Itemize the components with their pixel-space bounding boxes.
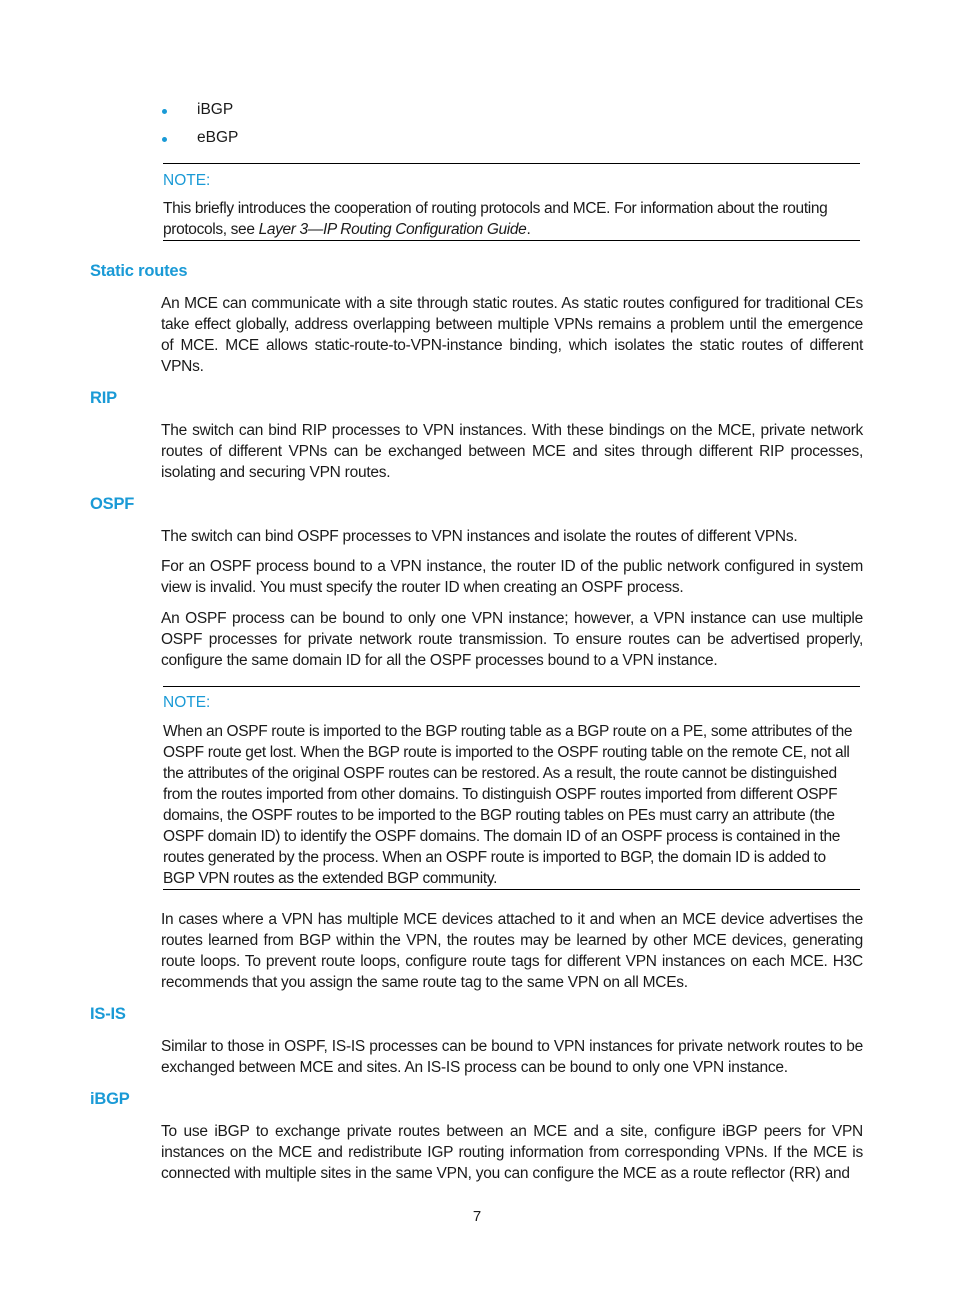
bullet-icon	[162, 137, 167, 142]
paragraph: An OSPF process can be bound to only one VPN instance; however, a VPN instance can use multiple OSPF processes for private network route transmission. To ensure routes can be advertised properly, configure the same domain ID for all the OSPF processes bound to a VPN instance.	[161, 610, 863, 669]
note-label: NOTE:	[163, 172, 211, 189]
section-heading-rip: RIP	[90, 389, 117, 407]
note-text: This briefly introduces the cooperation of routing protocols and MCE. For information about the routing protocols, see Layer 3—IP Routing Configuration Guide.	[163, 200, 828, 238]
page-number: 7	[472, 1208, 482, 1225]
paragraph: An MCE can communicate with a site through static routes. As static routes configured for traditional CEs take effect globally, address overlapping between multiple VPNs remains a problem until the emergence of MCE. MCE allows static-route-to-VPN-instance binding, which isolates the static routes of different VPNs.	[161, 295, 863, 375]
paragraph: The switch can bind OSPF processes to VPN instances and isolate the routes of different VPNs.	[161, 528, 798, 545]
note-bottom-rule	[163, 889, 860, 890]
section-heading-isis: IS-IS	[90, 1005, 126, 1023]
paragraph: The switch can bind RIP processes to VPN instances. With these bindings on the MCE, private network routes of different VPNs can be exchanged between MCE and sites through different RIP processes, isolating and securing VPN routes.	[161, 422, 863, 481]
paragraph: Similar to those in OSPF, IS-IS processes can be bound to VPN instances for private network routes to be exchanged between MCE and sites. An IS-IS process can be bound to only one VPN instance.	[161, 1038, 863, 1076]
list-item-label: eBGP	[197, 129, 239, 146]
paragraph: For an OSPF process bound to a VPN instance, the router ID of the public network configured in system view is invalid. You must specify the router ID when creating an OSPF process.	[161, 558, 863, 596]
note-label: NOTE:	[163, 694, 211, 711]
list-item-label: iBGP	[197, 101, 234, 118]
note-top-rule	[163, 686, 860, 687]
paragraph: In cases where a VPN has multiple MCE devices attached to it and when an MCE device advertises the routes learned from BGP within the VPN, the routes may be learned by other MCE devices, generating route loops. To prevent route loops, configure route tags for different VPN instances on each MCE. H3C recommends that you assign the same route tag to the same VPN on all MCEs.	[161, 911, 863, 991]
doc-reference: Layer 3—IP Routing Configuration Guide	[258, 221, 527, 238]
paragraph: To use iBGP to exchange private routes between an MCE and a site, configure iBGP peers for VPN instances on the MCE and redistribute IGP routing information from corresponding VPNs. If the MCE is connected with multiple sites in the same VPN, you can configure the MCE as a route reflector (RR) and	[161, 1123, 863, 1182]
section-heading-static-routes: Static routes	[90, 262, 188, 280]
section-heading-ospf: OSPF	[90, 495, 135, 513]
bullet-icon	[162, 109, 167, 114]
note-top-rule	[163, 163, 860, 164]
note-bottom-rule	[163, 240, 860, 241]
note-text: When an OSPF route is imported to the BGP routing table as a BGP route on a PE, some attributes of the OSPF route get lost. When the BGP route is imported to the OSPF routing table on the remote CE, not all the attributes of the original OSPF routes can be restored. As a result, the route cannot be distinguished from the routes imported from other domains. To distinguish OSPF routes imported from different OSPF domains, the OSPF routes to be imported to the BGP routing tables on PEs must carry an attribute (the OSPF domain ID) to identify the OSPF domains. The domain ID of an OSPF process is contained in the routes generated by the process. When an OSPF route is imported to BGP, the domain ID is added to BGP VPN routes as the extended BGP community.	[163, 723, 853, 887]
section-heading-ibgp: iBGP	[90, 1090, 130, 1108]
